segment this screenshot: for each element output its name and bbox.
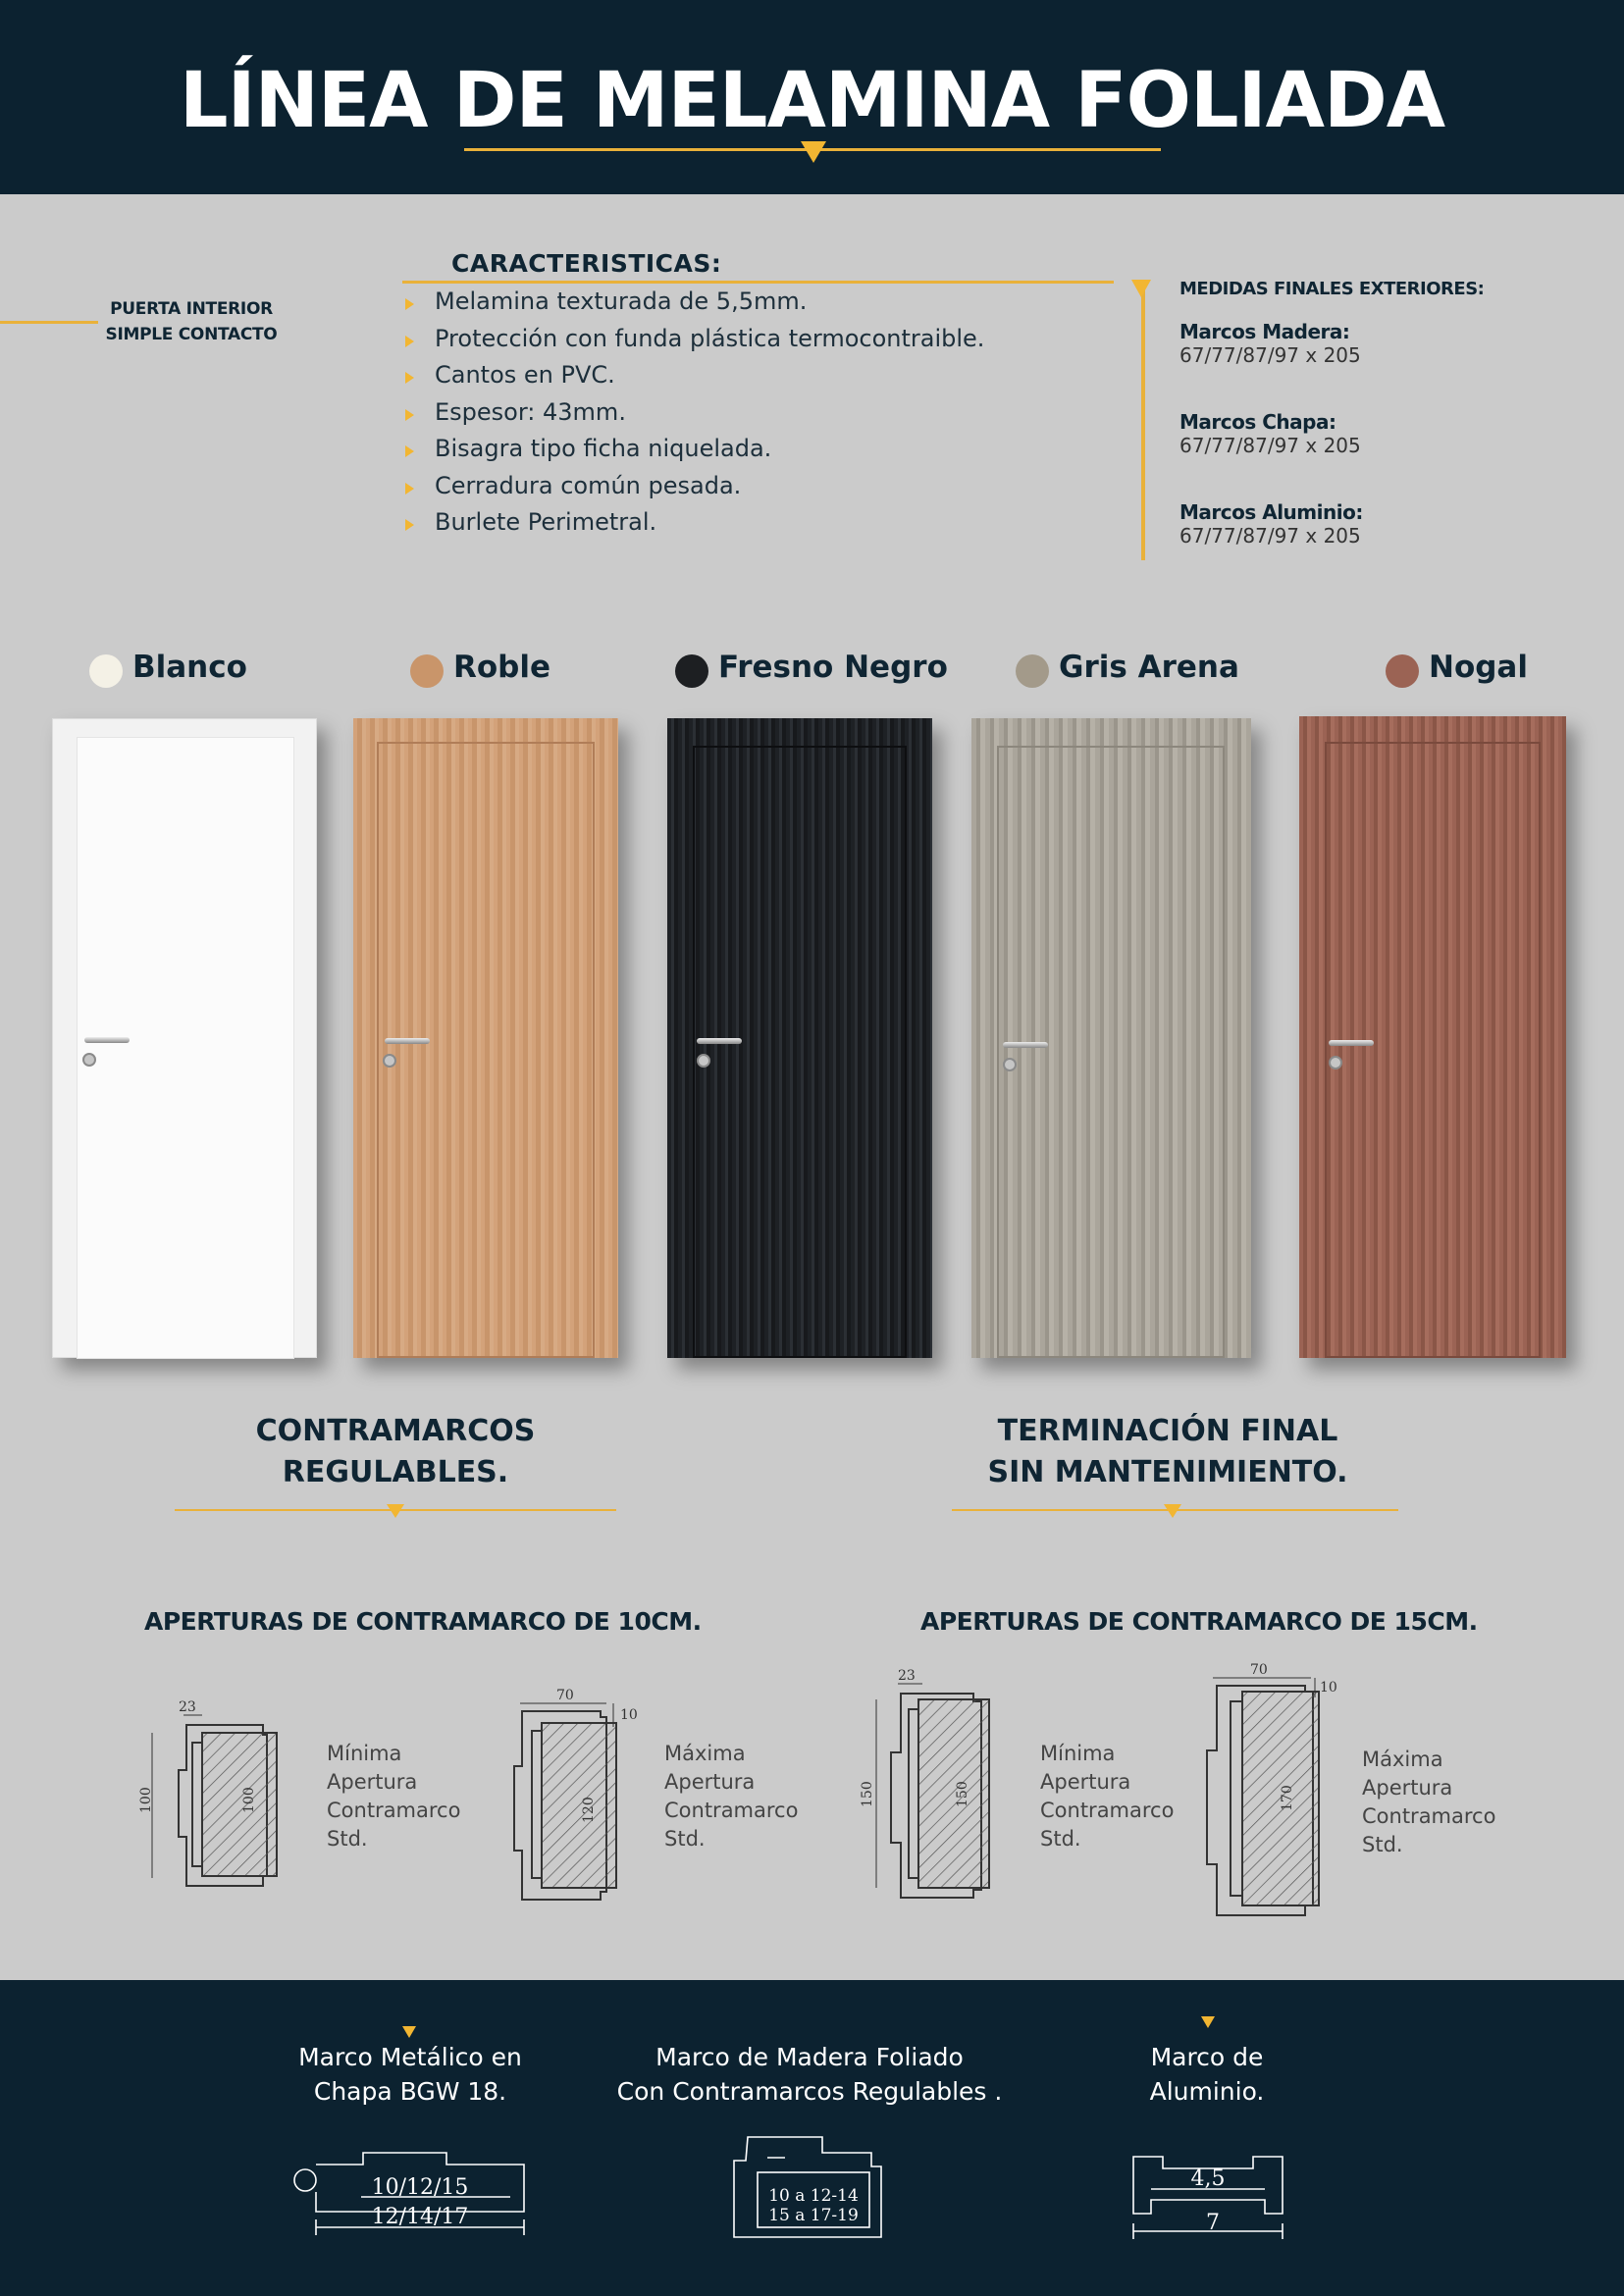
footer-item-metalico: Marco Metálico en Chapa BGW 18. [298,2043,522,2106]
dim-label: 23 [898,1668,916,1684]
title-marker-icon [801,141,826,163]
door-leaf [693,746,907,1358]
feature-item: Melamina texturada de 5,5mm. [405,284,1112,321]
highlight-line1: TERMINACIÓN FINAL [997,1414,1338,1448]
door-handle-icon [1329,1040,1374,1046]
door-handle-icon [84,1037,130,1043]
color-name-blanco: Blanco [132,650,247,685]
door-lock-icon [697,1054,710,1068]
medidas-item [1179,410,1361,457]
door-lock-icon [82,1053,96,1067]
footer-item-aluminio: Marco de Aluminio. [1149,2043,1265,2106]
dim-label: 10 [1320,1680,1337,1696]
diagram-max-15 [1207,1678,1319,1915]
dim-label: 70 [556,1688,574,1703]
medidas-divider [1141,280,1145,560]
door-leaf [1325,742,1541,1358]
dim-label: 23 [179,1699,196,1715]
side-label-line1: PUERTA INTERIOR [110,299,273,319]
side-label-line [0,321,98,324]
features-title: CARACTERISTICAS: [451,249,722,278]
medidas-title: MEDIDAS FINALES EXTERIORES: [1179,279,1485,299]
medidas-value: 67/77/87/97 x 205 [1179,524,1361,548]
apertura-minima-15-text: Mínima Apertura Contramarco Std. [1040,1742,1175,1851]
swatch-nogal [1386,654,1419,688]
door-handle-icon [1003,1042,1048,1048]
color-name-gris-arena: Gris Arena [1059,650,1239,685]
footer-dim: 10 a 12-14 [768,2186,859,2206]
medidas-label: Marcos Aluminio: [1179,500,1363,524]
medidas-value: 67/77/87/97 x 205 [1179,343,1361,367]
color-name-nogal: Nogal [1429,650,1528,685]
feature-item: Cantos en PVC. [405,357,1112,394]
feature-item: Protección con funda plástica termocontraible. [405,321,1112,358]
footer-dim: 4,5 [1190,2166,1226,2191]
door-roble [353,718,618,1358]
aperturas-15cm-title: APERTURAS DE CONTRAMARCO DE 15CM. [920,1607,1478,1636]
highlight-marker-icon [387,1504,404,1518]
medidas-label: Marcos Chapa: [1179,410,1336,434]
diagram-min-15 [876,1684,989,1898]
highlight-line2: REGULABLES. [282,1455,509,1489]
footer-dim: 7 [1206,2211,1220,2235]
header-banner [0,0,1624,194]
footer-item-madera: Marco de Madera Foliado Con Contramarcos Regulables . [616,2043,1003,2106]
swatch-blanco [89,654,123,688]
feature-item: Cerradura común pesada. [405,468,1112,505]
footer-profiles [0,1980,1624,2296]
color-name-fresno-negro: Fresno Negro [718,650,948,685]
footer [0,1980,1624,2296]
door-leaf [997,746,1225,1358]
highlight-line1: CONTRAMARCOS [255,1414,536,1448]
medidas-label: Marcos Madera: [1179,320,1350,343]
door-lock-icon [1003,1058,1017,1071]
apertura-maxima-10-text: Máxima Apertura Contramarco Std. [664,1742,799,1851]
footer-dim: 10/12/15 [371,2175,469,2200]
highlight-contramarcos [199,1411,592,1493]
door-fresno-negro [667,718,932,1358]
swatch-gris-arena [1016,654,1049,688]
feature-item: Burlete Perimetral. [405,504,1112,542]
highlight-marker-icon [1164,1504,1181,1518]
door-leaf [377,742,595,1358]
dim-label: 100 [138,1787,154,1813]
dim-label: 120 [581,1797,597,1823]
swatch-fresno-negro [675,654,708,688]
medidas-item [1179,320,1361,367]
door-lock-icon [383,1054,396,1068]
aperturas-10cm-title: APERTURAS DE CONTRAMARCO DE 10CM. [144,1607,702,1636]
footer-dim: 15 a 17-19 [768,2206,859,2225]
door-nogal [1299,716,1566,1358]
medidas-marker-icon [1131,280,1151,297]
highlight-line2: SIN MANTENIMIENTO. [987,1455,1348,1489]
diagram-min-10 [152,1715,277,1886]
dim-label: 100 [241,1787,257,1813]
highlight-terminacion [922,1411,1413,1493]
apertura-minima-10-text: Mínima Apertura Contramarco Std. [327,1742,461,1851]
color-name-roble: Roble [453,650,551,685]
dim-label: 150 [955,1781,970,1807]
door-handle-icon [385,1038,430,1044]
dim-label: 150 [860,1781,875,1807]
door-leaf [77,737,294,1359]
side-label [98,296,285,347]
features-list [405,284,1112,542]
door-blanco [52,718,317,1358]
dim-label: 170 [1280,1785,1295,1811]
door-handle-icon [697,1038,742,1044]
page-title: LÍNEA DE MELAMINA FOLIADA [179,57,1445,145]
diagram-max-10 [514,1703,616,1900]
side-label-line2: SIMPLE CONTACTO [105,325,278,344]
feature-item: Espesor: 43mm. [405,394,1112,432]
feature-item: Bisagra tipo ficha niquelada. [405,431,1112,468]
door-lock-icon [1329,1056,1342,1070]
dim-label: 70 [1250,1662,1268,1678]
dim-label: 10 [620,1707,638,1723]
medidas-item [1179,500,1363,548]
apertura-maxima-15-text: Máxima Apertura Contramarco Std. [1362,1748,1496,1856]
medidas-value: 67/77/87/97 x 205 [1179,434,1361,457]
swatch-roble [410,654,444,688]
footer-dim: 12/14/17 [371,2205,469,2229]
door-gris-arena [971,718,1251,1358]
